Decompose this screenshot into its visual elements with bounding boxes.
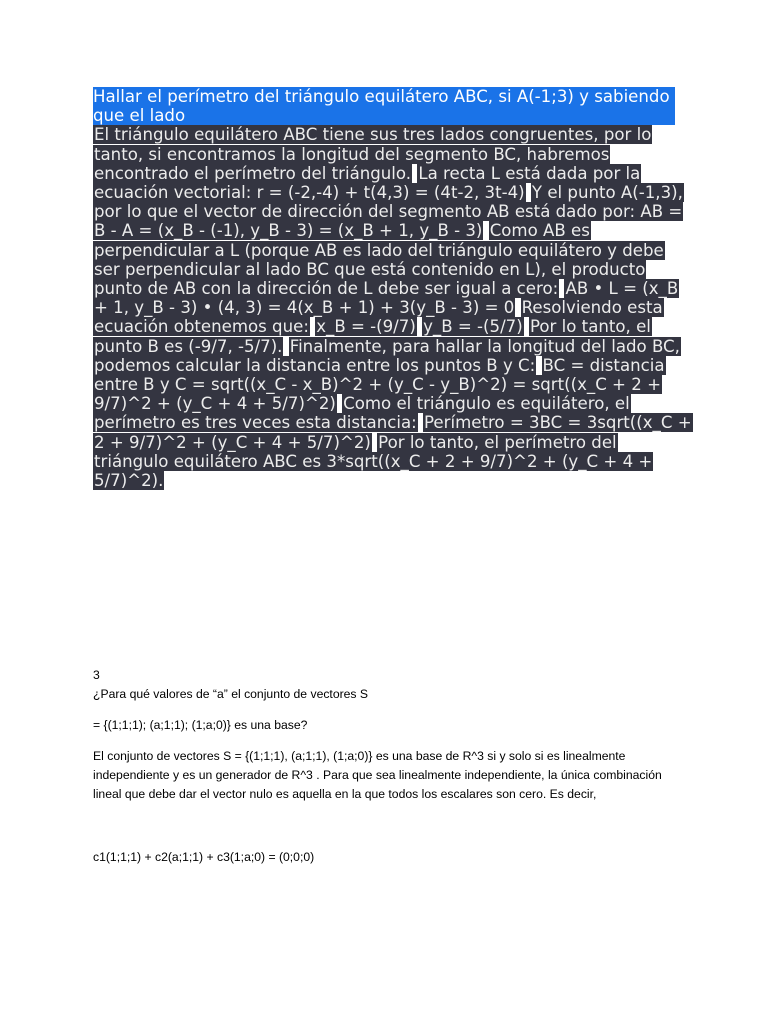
pasted-chat-excerpt xyxy=(93,87,693,490)
answer-line: Resolviendo esta ecuación obtenemos que: xyxy=(94,298,663,337)
answer-line: Finalmente, para hallar la longitud del lado BC, podemos calcular la distancia entre los puntos B y C: xyxy=(94,336,680,375)
exercise-question-line-1: ¿Para qué valores de “a” el conjunto de vectores S xyxy=(93,687,369,701)
answer-text xyxy=(93,125,693,490)
answer-line: y_B = -(5/7) xyxy=(423,317,523,337)
answer-line: Como el triángulo es equilátero, el perímetro es tres veces esta distancia: xyxy=(94,394,630,433)
exercise-answer-paragraph: El conjunto de vectores S = {(1;1;1), (a;1;1), (1;a;0)} es una base de R^3 si y solo si es linealmente independiente y es un generador de R^3 . Para que sea linealmente independiente, la única combinación lineal que debe dar el vector nulo es aquella en la que todos los escalares son cero. Es decir, xyxy=(93,749,662,801)
answer-line: x_B = -(9/7) xyxy=(316,317,416,337)
answer-line: Y el punto A(-1,3), por lo que el vector de dirección del segmento AB está dado por: AB = B - A = (x_B - (-1), y_B - 3) = (x_B + 1, y_B - 3) xyxy=(94,183,683,241)
answer-line: La recta L está dada por la ecuación vectorial: r = (-2,-4) + t(4,3) = (4t-2, 3t-4) xyxy=(94,163,641,203)
exercise-number: 3 xyxy=(93,668,100,682)
answer-line: Como AB es perpendicular a L (porque AB es lado del triángulo equilátero y debe ser perpendicular al lado BC que está contenido en L), el producto punto de AB con la dirección de L debe ser igual a cero: xyxy=(94,221,664,299)
exercise-equation: c1(1;1;1) + c2(a;1;1) + c3(1;a;0) = (0;0;0) xyxy=(93,850,315,864)
answer-line: Por lo tanto, el perímetro del triángulo equilátero ABC es 3*sqrt((x_C + 2 + 9/7)^2 + (y_C + 4 + 5/7)^2). xyxy=(94,432,653,491)
answer-line: AB • L = (x_B + 1, y_B - 3) • (4, 3) = 4(x_B + 1) + 3(y_B - 3) = 0 xyxy=(94,279,679,318)
answer-line: Perímetro = 3BC = 3sqrt((x_C + 2 + 9/7)^2 + (y_C + 4 + 5/7)^2) xyxy=(94,413,692,452)
answer-line: Por lo tanto, el punto B es (-9/7, -5/7). xyxy=(94,317,651,356)
answer-line: El triángulo equilátero ABC tiene sus tres lados congruentes, por lo tanto, si encontramos la longitud del segmento BC, habremos encontrado el perímetro del triángulo. xyxy=(94,125,652,183)
exercise-question-line-2: = {(1;1;1); (a;1;1); (1;a;0)} es una base? xyxy=(93,718,308,732)
exercise-section xyxy=(93,666,683,867)
question-text: Hallar el perímetro del triángulo equilátero ABC, si A(-1;3) y sabiendo que el lado xyxy=(93,87,675,125)
answer-line: BC = distancia entre B y C = sqrt((x_C - x_B)^2 + (y_C - y_B)^2) = sqrt((x_C + 2 + 9/7)^2 + (y_C + 4 + 5/7)^2) xyxy=(94,355,665,414)
